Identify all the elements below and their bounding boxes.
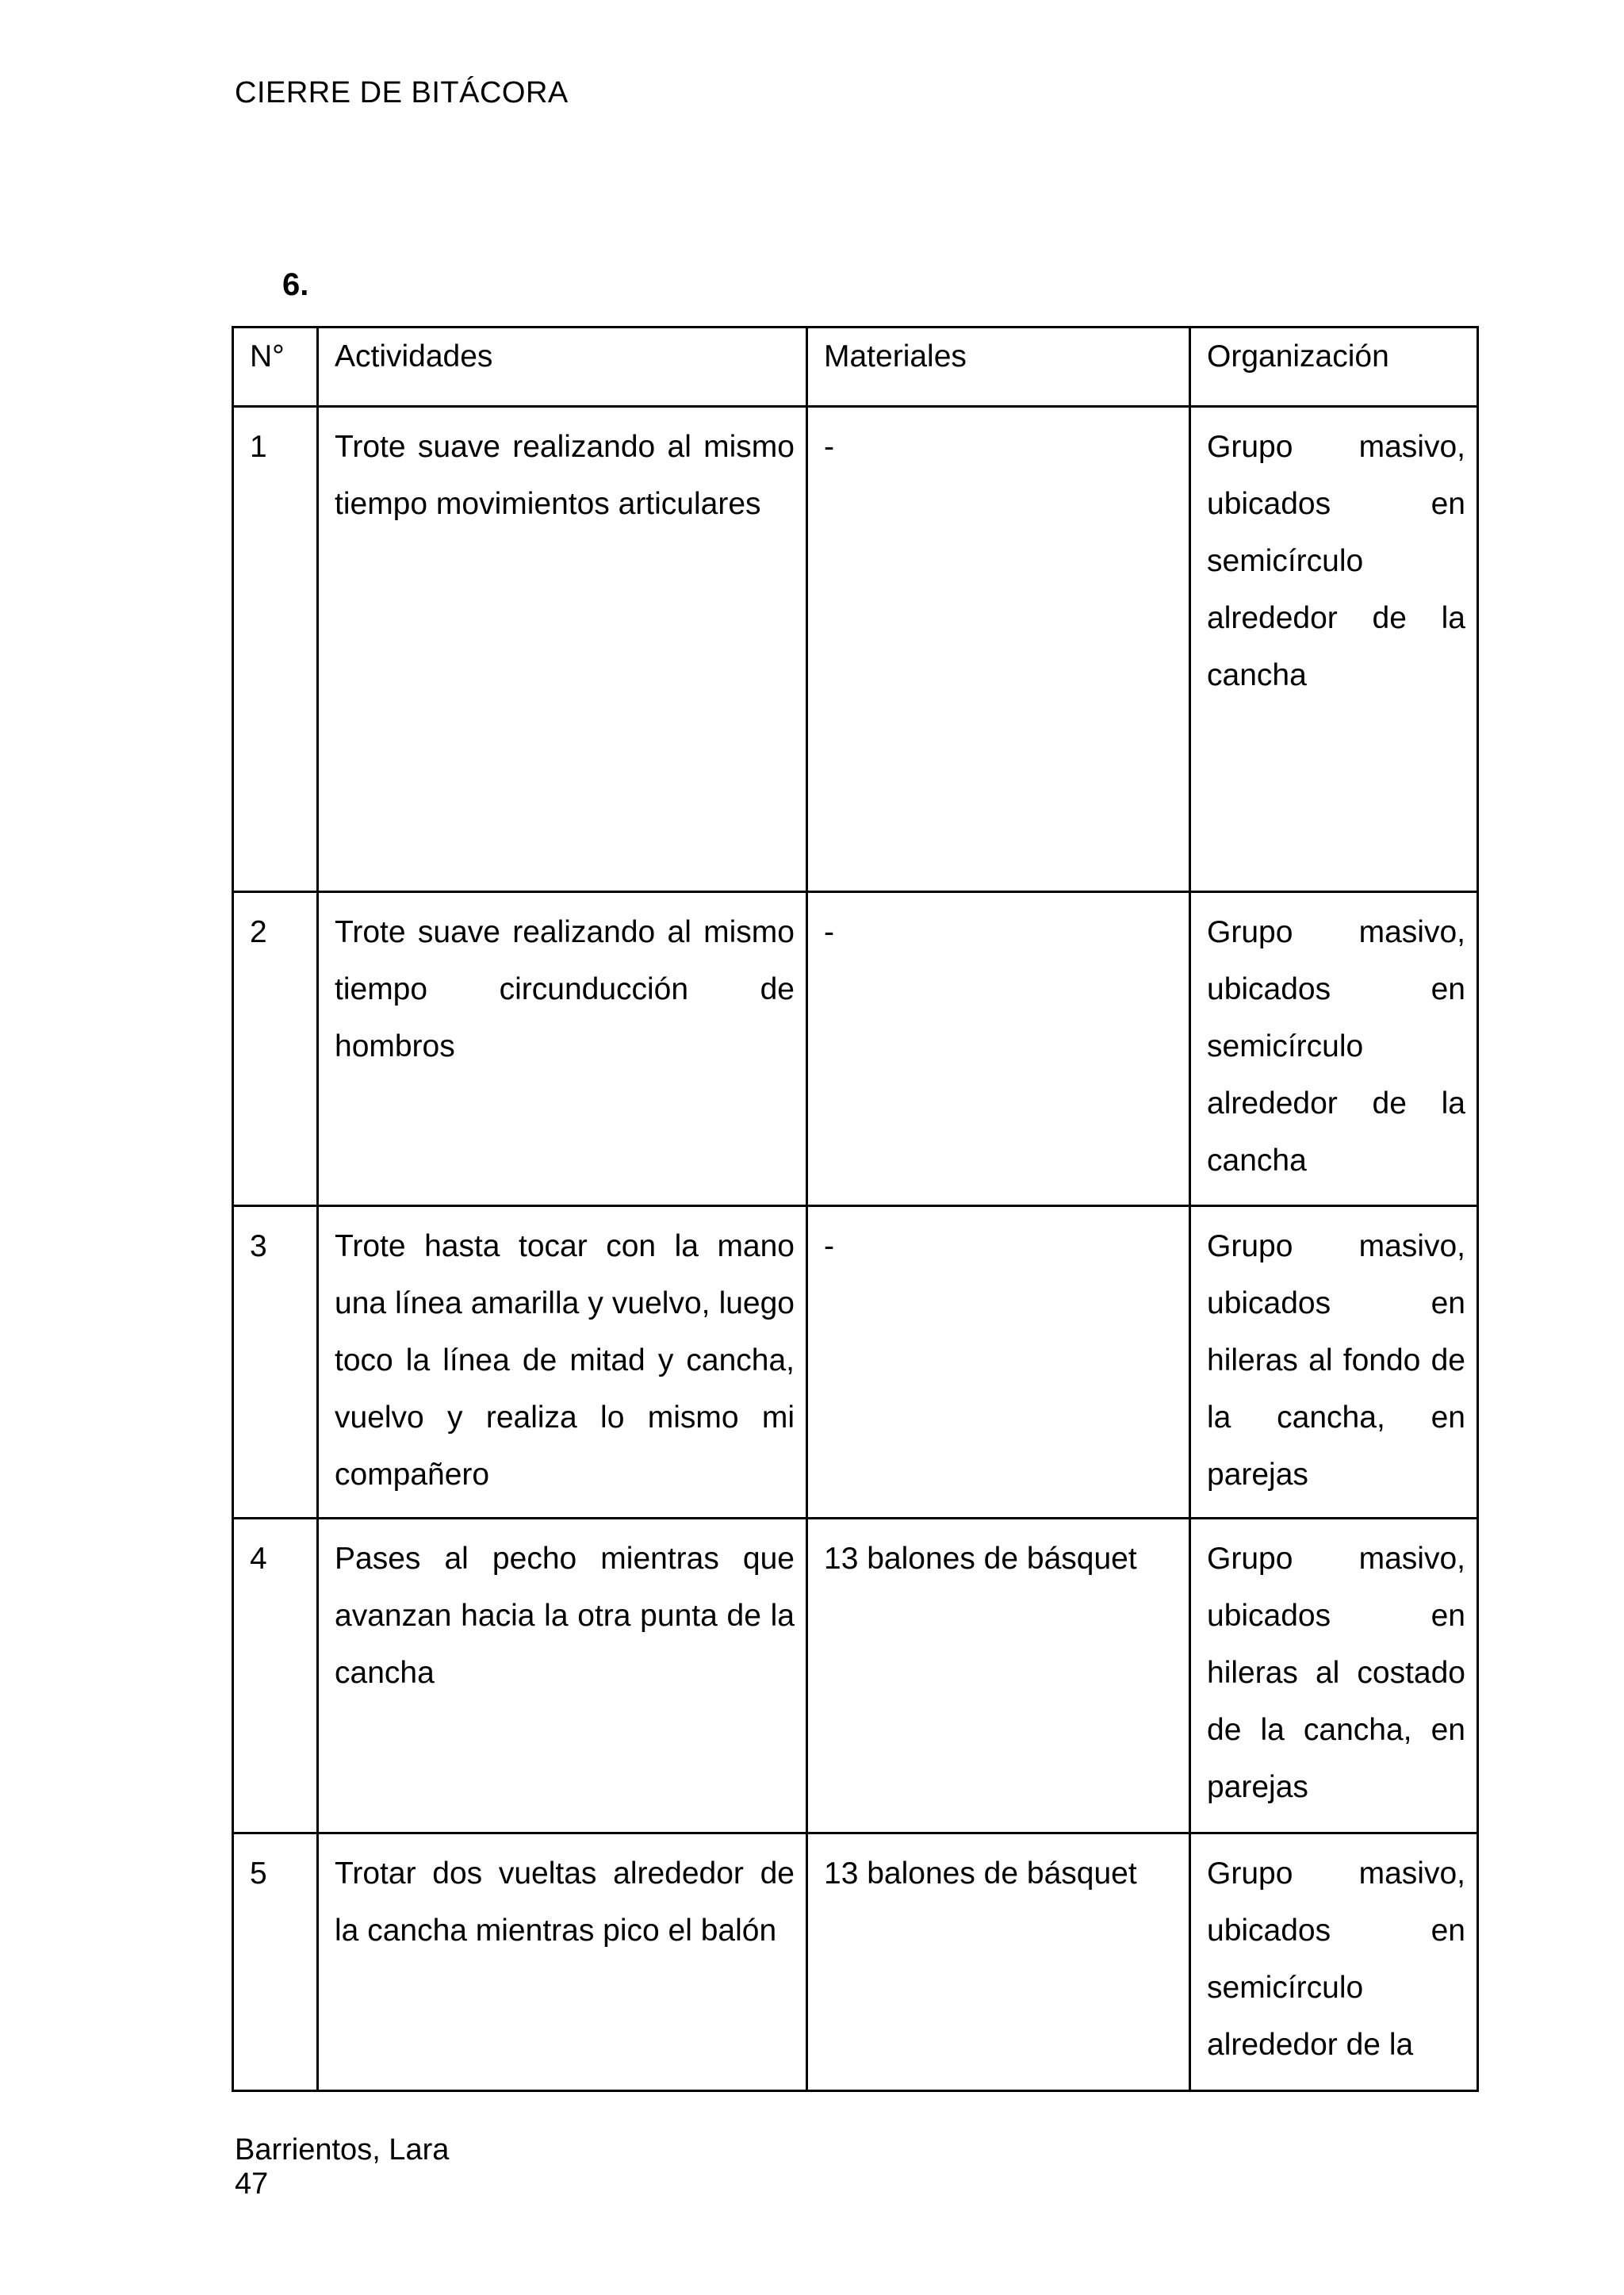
row-number: 2 — [233, 892, 318, 1206]
row-organization: Grupo masivo, ubicados en semicírculo alrededor de la cancha — [1190, 407, 1478, 892]
header-number: N° — [233, 328, 318, 407]
header-materials: Materiales — [807, 328, 1190, 407]
table-row — [233, 892, 1478, 1206]
row-activity: Trote hasta tocar con la mano una línea amarilla y vuelvo, luego toco la línea de mitad y cancha, vuelvo y realiza lo mismo mi compañero — [318, 1206, 807, 1519]
document-header-title: CIERRE DE BITÁCORA — [235, 76, 569, 109]
row-materials: - — [807, 407, 1190, 892]
row-organization: Grupo masivo, ubicados en semicírculo alrededor de la cancha — [1190, 892, 1478, 1206]
row-activity: Trote suave realizando al mismo tiempo circunducción de hombros — [318, 892, 807, 1206]
row-activity: Trotar dos vueltas alrededor de la cancha mientras pico el balón — [318, 1833, 807, 2091]
table-header-row — [233, 328, 1478, 407]
table-row — [233, 1833, 1478, 2091]
activities-table — [232, 326, 1479, 2092]
table-row — [233, 1519, 1478, 1833]
row-number: 1 — [233, 407, 318, 892]
row-organization: Grupo masivo, ubicados en hileras al fondo de la cancha, en parejas — [1190, 1206, 1478, 1519]
row-materials: 13 balones de básquet — [807, 1833, 1190, 2091]
row-activity: Trote suave realizando al mismo tiempo movimientos articulares — [318, 407, 807, 892]
row-number: 5 — [233, 1833, 318, 2091]
table-row — [233, 407, 1478, 892]
row-materials: - — [807, 892, 1190, 1206]
section-number: 6. — [282, 267, 309, 302]
footer-author: Barrientos, Lara — [235, 2133, 450, 2167]
header-organization: Organización — [1190, 328, 1478, 407]
row-organization: Grupo masivo, ubicados en hileras al costado de la cancha, en parejas — [1190, 1519, 1478, 1833]
header-activities: Actividades — [318, 328, 807, 407]
row-organization: Grupo masivo, ubicados en semicírculo alrededor de la — [1190, 1833, 1478, 2091]
page-number: 47 — [235, 2167, 269, 2201]
row-materials: - — [807, 1206, 1190, 1519]
row-materials: 13 balones de básquet — [807, 1519, 1190, 1833]
row-number: 3 — [233, 1206, 318, 1519]
row-number: 4 — [233, 1519, 318, 1833]
row-activity: Pases al pecho mientras que avanzan hacia la otra punta de la cancha — [318, 1519, 807, 1833]
table-row — [233, 1206, 1478, 1519]
